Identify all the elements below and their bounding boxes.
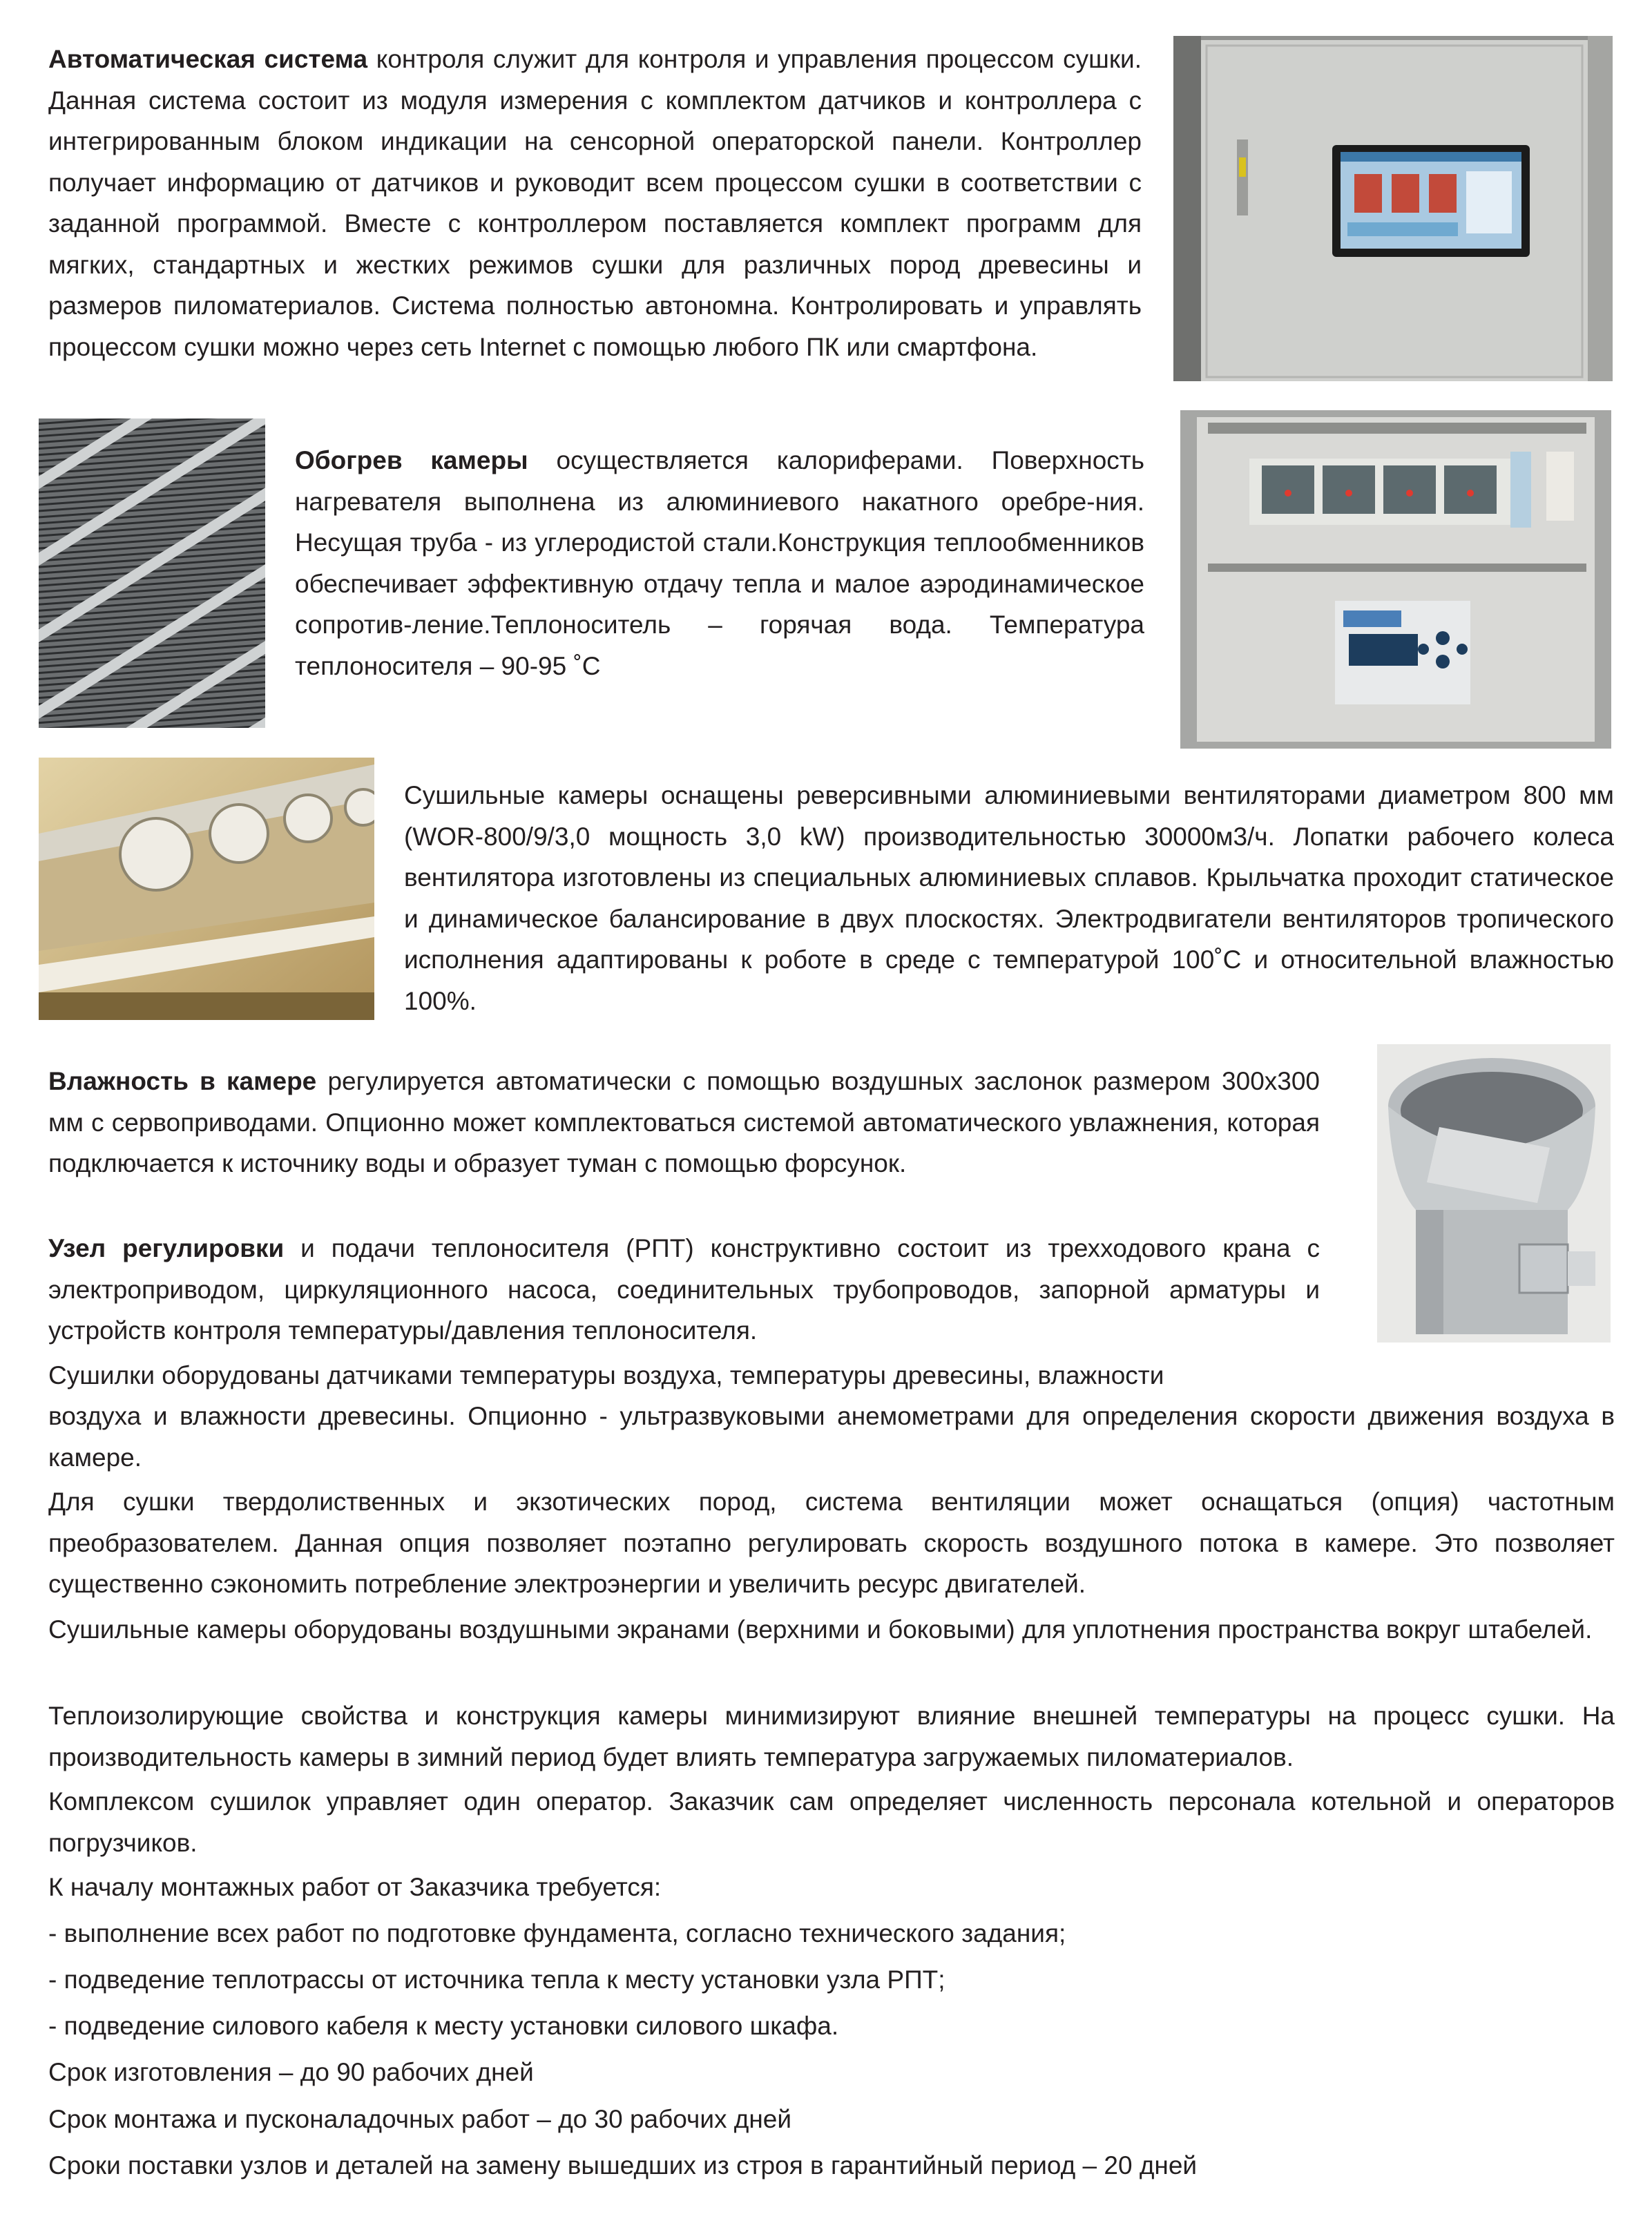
requirement-item-power-cable xyxy=(48,2005,1615,2047)
regulation-text: и подачи теплоносителя (РПТ) конструктивно состоит из трехходового крана с электроприводом, циркуляционного насоса, соединительных трубопроводов, запорной арматуры и устройств контроля температуры/давления теплоносителя. xyxy=(48,1234,1320,1345)
sensors-line-1-text: Сушилки оборудованы датчиками температуры воздуха, температуры древесины, влажности xyxy=(48,1361,1164,1389)
paragraph-frequency-converter xyxy=(48,1481,1615,1605)
regulation-title: Узел регулировки xyxy=(48,1234,285,1262)
control-system-paragraph xyxy=(48,39,1142,367)
heater-pipes-photo xyxy=(39,418,265,728)
heating-title: Обогрев камеры xyxy=(295,446,528,474)
requirement-item-heating-main xyxy=(48,1959,1615,2001)
paragraph-frequency-converter-text: Для сушки твердолиственных и экзотических пород, система вентиляции может оснащаться (опция) частотным преобразователем. Данная опция позволяет поэтапно регулировать скорость воздушного потока в камере. Это позволяет существенно сэкономить потребление электроэнергии и увеличить ресурс двигателей. xyxy=(48,1488,1615,1598)
term-manufacturing-text: Срок изготовления – до 90 рабочих дней xyxy=(48,2058,534,2086)
requirement-item-foundation-text: - выполнение всех работ по подготовке фундамента, согласно технического задания; xyxy=(48,1919,1066,1947)
control-panel-interior-photo xyxy=(1180,410,1611,749)
term-spare-parts xyxy=(48,2145,1615,2186)
humidity-paragraph xyxy=(48,1061,1320,1184)
requirement-item-power-cable-text: - подведение силового кабеля к месту установки силового шкафа. xyxy=(48,2012,839,2040)
sensors-line-1 xyxy=(48,1355,1320,1396)
control-system-title: Автоматическая система xyxy=(48,45,368,73)
control-system-text: контроля служит для контроля и управления процессом сушки. Данная система состоит из модуля измерения с комплектом датчиков и контроллера с интегрированным блоком индикации на сенсорной операторской панели. Контроллер получает информацию от датчиков и руководит всем процессом сушки в соответствии с заданной программой. Вместе с контроллером поставляется комплект программ для мягких, стандартных и жестких режимов сушки для различных пород древесины и размеров пиломатериалов. Система полностью автономна. Контролировать и управлять процессом сушки можно через сеть Internet с помощью любого ПК или смартфона. xyxy=(48,45,1142,361)
regulation-paragraph xyxy=(48,1228,1320,1351)
control-cabinet-photo xyxy=(1173,36,1613,381)
sensors-rest-text: воздуха и влажности древесины. Опционно - ультразвуковыми анемометрами для определения скорости движения воздуха в камере. xyxy=(48,1402,1615,1472)
paragraph-insulation-text: Теплоизолирующие свойства и конструкция камеры минимизируют влияние внешней температуры на процесс сушки. На производительность камеры в зимний период будет влиять температура загружаемых пиломатериалов. xyxy=(48,1702,1615,1771)
term-installation-text: Срок монтажа и пусконаладочных работ – до 30 рабочих дней xyxy=(48,2105,792,2133)
sensors-rest xyxy=(48,1396,1615,1478)
requirement-item-foundation xyxy=(48,1913,1615,1954)
humidity-text: регулируется автоматически с помощью воздушных заслонок размером 300х300 мм с сервоприводами. Опционно может комплектоваться системой автоматического увлажнения, которая подключается к источнику воды и образует туман с помощью форсунок. xyxy=(48,1067,1320,1177)
term-manufacturing xyxy=(48,2052,1615,2093)
paragraph-air-screens-text: Сушильные камеры оборудованы воздушными экранами (верхними и боковыми) для уплотнения пространства вокруг штабелей. xyxy=(48,1615,1593,1644)
requirement-item-heating-main-text: - подведение теплотрассы от источника тепла к месту установки узла РПТ; xyxy=(48,1965,945,1994)
paragraph-insulation xyxy=(48,1695,1615,1778)
fans-paragraph xyxy=(404,775,1614,1021)
paragraph-operator-text: Комплексом сушилок управляет один оператор. Заказчик сам определяет численность персонала котельной и операторов погрузчиков. xyxy=(48,1787,1615,1857)
heating-text: осуществляется калориферами. Поверхность нагревателя выполнена из алюминиевого накатного оребре-ния. Несущая труба - из углеродистой стали.Конструкция теплообменников обеспечивает эффективную отдачу тепла и малое аэродинамическое сопротив-ление.Теплоноситель – горячая вода. Температура теплоносителя – 90-95 ˚С xyxy=(295,446,1144,680)
air-damper-photo xyxy=(1377,1044,1611,1343)
paragraph-operator xyxy=(48,1781,1615,1863)
term-spare-parts-text: Сроки поставки узлов и деталей на замену вышедших из строя в гарантийный период – 20 дней xyxy=(48,2151,1198,2180)
fans-text: Сушильные камеры оснащены реверсивными алюминиевыми вентиляторами диаметром 800 мм (WOR-800/9/3,0 мощность 3,0 kW) производительностью 30000м3/ч. Лопатки рабочего колеса вентилятора изготовлены из специальных алюминиевых сплавов. Крыльчатка проходит статическое и динамическое балансирование в двух плоскостях. Электродвигатели вентиляторов тропического исполнения адаптированы к роботе в среде с температурой 100˚С и относительной влажностью 100%. xyxy=(404,781,1614,1015)
requirements-intro xyxy=(48,1867,1615,1908)
fans-ceiling-photo xyxy=(39,758,374,1020)
heating-paragraph xyxy=(295,440,1144,686)
term-installation xyxy=(48,2099,1615,2140)
humidity-title: Влажность в камере xyxy=(48,1067,317,1095)
requirements-intro-text: К началу монтажных работ от Заказчика требуется: xyxy=(48,1873,662,1901)
paragraph-air-screens xyxy=(48,1609,1615,1651)
